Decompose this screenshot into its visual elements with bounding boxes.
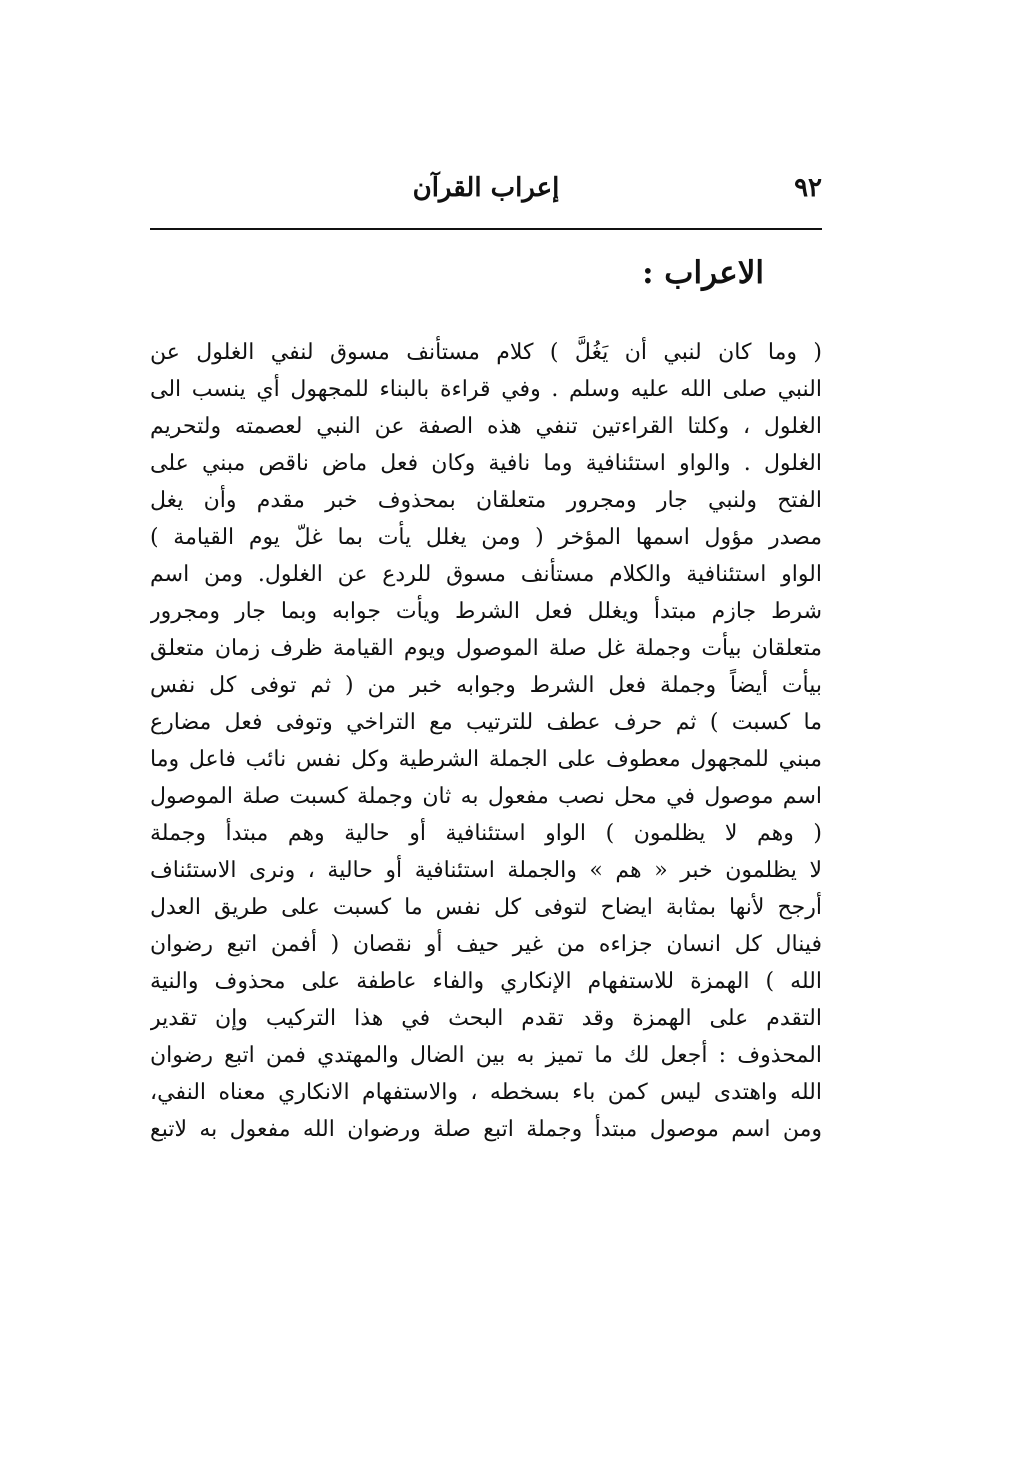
page-number: ٩٢ xyxy=(794,173,822,203)
text-line: الواو استئنافية والكلام مستأنف مسوق للردع عن الغلول. ومن اسم xyxy=(150,562,822,587)
page-header xyxy=(150,170,822,206)
section-heading: الاعراب : xyxy=(642,255,764,291)
text-line: النبي صلى الله عليه وسلم . وفي قراءة بالبناء للمجهول أي ينسب الى xyxy=(150,377,822,402)
text-line: الغلول ، وكلتا القراءتين تنفي هذه الصفة عن النبي لعصمته ولتحريم xyxy=(150,414,822,439)
running-title: إعراب القرآن xyxy=(412,173,560,203)
text-line: أرجح لأنها بمثابة ايضاح لتوفى كل نفس ما كسبت على طريق العدل xyxy=(150,895,822,920)
text-line: المحذوف : أجعل لك ما تميز به بين الضال والمهتدي فمن اتبع رضوان xyxy=(150,1043,822,1068)
text-line: مبني للمجهول معطوف على الجملة الشرطية وكل نفس نائب فاعل وما xyxy=(150,747,822,772)
text-line: الغلول . والواو استئنافية وما نافية وكان فعل ماض ناقص مبني على xyxy=(150,451,822,476)
text-line: التقدم على الهمزة وقد تقدم البحث في هذا التركيب وإن تقدير xyxy=(150,1006,822,1031)
text-line: شرط جازم مبتدأ ويغلل فعل الشرط ويأت جوابه وبما جار ومجرور xyxy=(150,599,822,624)
text-line: الله ) الهمزة للاستفهام الإنكاري والفاء عاطفة على محذوف والنية xyxy=(150,969,822,994)
text-line: اسم موصول في محل نصب مفعول به ثان وجملة كسبت صلة الموصول xyxy=(150,784,822,809)
text-line: الله واهتدى ليس كمن باء بسخطه ، والاستفهام الانكاري معناه النفي، xyxy=(150,1080,822,1105)
text-line: ومن اسم موصول مبتدأ وجملة اتبع صلة ورضوان الله مفعول به لاتبع xyxy=(150,1117,822,1142)
text-line: ( وهم لا يظلمون ) الواو استئنافية أو حالية وهم مبتدأ وجملة xyxy=(150,821,822,846)
body-text xyxy=(150,334,822,1148)
text-line: لا يظلمون خبر « هم » والجملة استئنافية أو حالية ، ونرى الاستئناف xyxy=(150,858,822,883)
text-line: بيأت أيضاً وجملة فعل الشرط وجوابه خبر من ( ثم توفى كل نفس xyxy=(150,673,822,698)
text-line: فينال كل انسان جزاءه من غير حيف أو نقصان ( أفمن اتبع رضوان xyxy=(150,932,822,957)
text-line: الفتح ولنبي جار ومجرور متعلقان بمحذوف خبر مقدم وأن يغل xyxy=(150,488,822,513)
text-line: ( وما كان لنبي أن يَغُلَّ ) كلام مستأنف مسوق لنفي الغلول عن xyxy=(150,340,822,365)
text-line: ما كسبت ) ثم حرف عطف للترتيب مع التراخي وتوفى فعل مضارع xyxy=(150,710,822,735)
header-rule xyxy=(150,228,822,230)
text-line: متعلقان بيأت وجملة غل صلة الموصول ويوم القيامة ظرف زمان متعلق xyxy=(150,636,822,661)
text-line: مصدر مؤول اسمها المؤخر ( ومن يغلل يأت بما غلّ يوم القيامة ) xyxy=(150,525,822,550)
